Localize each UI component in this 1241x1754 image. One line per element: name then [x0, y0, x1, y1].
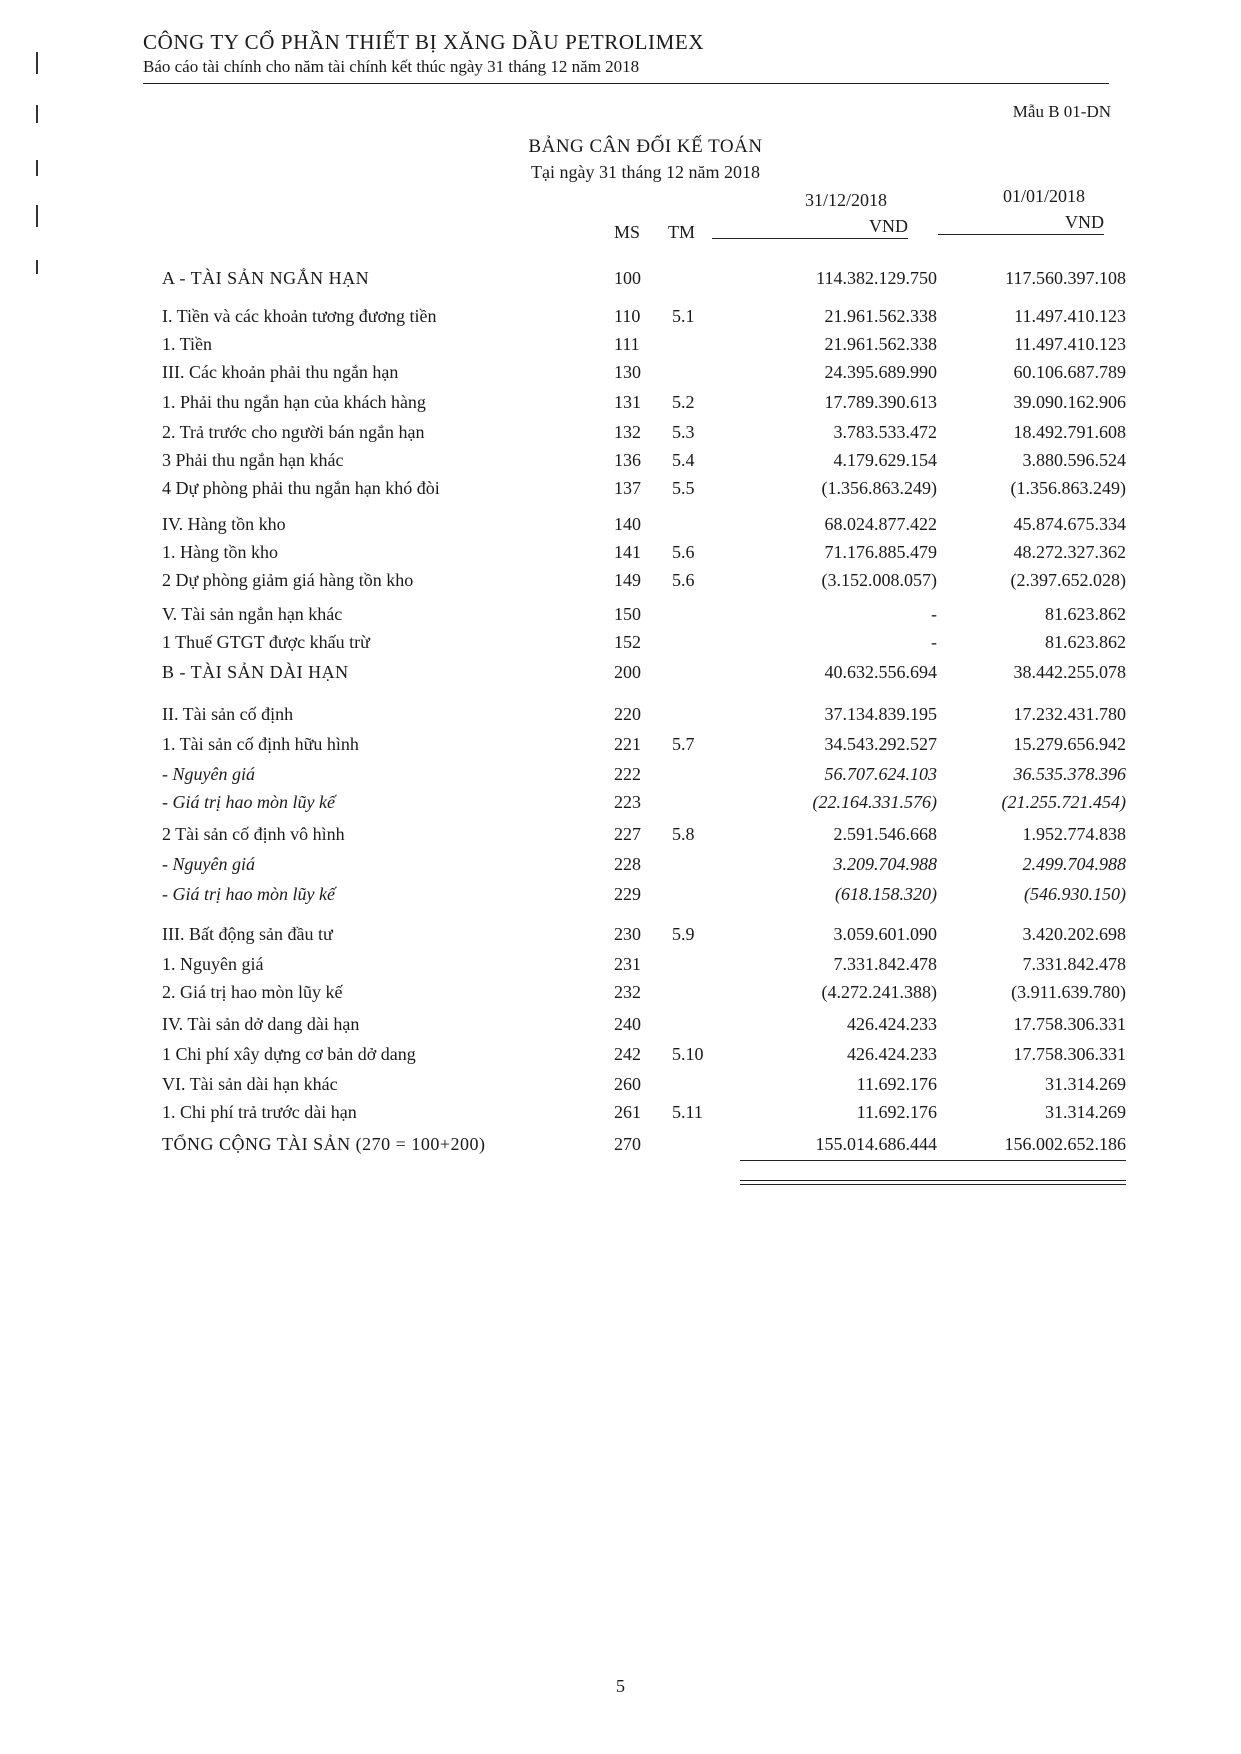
column-header-note: TM: [668, 222, 695, 242]
row-code: 229: [614, 884, 641, 904]
row-code: 136: [614, 450, 641, 470]
row-value-prior: 36.535.378.396: [1013, 764, 1126, 784]
document-title: BẢNG CÂN ĐỐI KẾ TOÁN: [528, 136, 763, 157]
row-note: 5.1: [672, 306, 695, 326]
row-value-prior: 31.314.269: [1045, 1074, 1126, 1094]
table-row: [0, 334, 1241, 362]
row-code: 137: [614, 478, 641, 498]
row-value-prior: 2.499.704.988: [1022, 854, 1126, 874]
table-row: [0, 824, 1241, 852]
row-label: IV. Tài sản dở dang dài hạn: [162, 1014, 360, 1034]
row-label: 1. Tiền: [162, 334, 213, 354]
row-label: 1. Hàng tồn kho: [162, 542, 278, 562]
row-code: 260: [614, 1074, 641, 1094]
row-label: B - TÀI SẢN DÀI HẠN: [162, 662, 349, 682]
table-row: [0, 854, 1241, 882]
row-code: 140: [614, 514, 641, 534]
row-value-current: (22.164.331.576): [812, 792, 937, 812]
row-value-current: 21.961.562.338: [824, 306, 937, 326]
row-code: 270: [614, 1134, 641, 1154]
row-value-current: 11.692.176: [856, 1102, 937, 1122]
row-value-prior: (1.356.863.249): [1010, 478, 1126, 498]
table-row: [0, 1014, 1241, 1042]
row-value-prior: 17.232.431.780: [1013, 704, 1126, 724]
row-code: 141: [614, 542, 641, 562]
table-row: [0, 478, 1241, 506]
table-row: [0, 1074, 1241, 1102]
row-label: 2 Dự phòng giảm giá hàng tồn kho: [162, 570, 414, 590]
row-note: 5.11: [672, 1102, 703, 1122]
form-code: Mẫu B 01-DN: [1012, 102, 1111, 121]
row-label: 2 Tài sản cố định vô hình: [162, 824, 345, 844]
table-row: [0, 982, 1241, 1010]
row-label: - Giá trị hao mòn lũy kế: [162, 792, 335, 812]
row-note: 5.7: [672, 734, 695, 754]
document-date: Tại ngày 31 tháng 12 năm 2018: [531, 162, 760, 182]
row-value-prior: (2.397.652.028): [1010, 570, 1126, 590]
row-value-current: 2.591.546.668: [833, 824, 937, 844]
row-note: 5.10: [672, 1044, 704, 1064]
row-code: 150: [614, 604, 641, 624]
row-label: 4 Dự phòng phải thu ngắn hạn khó đòi: [162, 478, 440, 498]
row-value-prior: 48.272.327.362: [1013, 542, 1126, 562]
table-row: [0, 268, 1241, 296]
row-code: 130: [614, 362, 641, 382]
table-row: [0, 884, 1241, 912]
table-row: [0, 306, 1241, 334]
row-value-prior: 39.090.162.906: [1013, 392, 1126, 412]
row-note: 5.8: [672, 824, 695, 844]
row-value-prior: (3.911.639.780): [1011, 982, 1126, 1002]
row-label: TỔNG CỘNG TÀI SẢN (270 = 100+200): [162, 1134, 486, 1154]
column-header-current-unit: VND: [712, 216, 908, 239]
table-row: [0, 954, 1241, 982]
column-header-code: MS: [614, 222, 641, 242]
row-label: - Nguyên giá: [162, 764, 255, 784]
row-value-prior: 11.497.410.123: [1014, 334, 1126, 354]
row-value-current: (618.158.320): [835, 884, 937, 904]
row-value-prior: 38.442.255.078: [1013, 662, 1126, 682]
row-value-current: 426.424.233: [847, 1014, 937, 1034]
row-label: 1. Tài sản cố định hữu hình: [162, 734, 359, 754]
row-label: - Giá trị hao mòn lũy kế: [162, 884, 335, 904]
row-value-current: 71.176.885.479: [824, 542, 937, 562]
row-code: 242: [614, 1044, 641, 1064]
row-code: 200: [614, 662, 641, 682]
row-code: 110: [614, 306, 641, 326]
row-value-current: -: [931, 632, 937, 652]
row-code: 100: [614, 268, 641, 288]
binding-mark: [36, 105, 38, 123]
header-divider: [143, 83, 1109, 84]
row-code: 230: [614, 924, 641, 944]
row-code: 131: [614, 392, 641, 412]
table-row: [0, 924, 1241, 952]
row-label: VI. Tài sản dài hạn khác: [162, 1074, 338, 1094]
table-row: [0, 764, 1241, 792]
row-value-prior: 156.002.652.186: [1004, 1134, 1126, 1154]
row-value-prior: 60.106.687.789: [1013, 362, 1126, 382]
row-label: A - TÀI SẢN NGẮN HẠN: [162, 268, 370, 288]
row-label: 1. Nguyên giá: [162, 954, 264, 974]
row-value-prior: 81.623.862: [1045, 604, 1126, 624]
table-row: [0, 1102, 1241, 1130]
total-rule-top: [740, 1160, 1126, 1161]
row-value-current: 56.707.624.103: [824, 764, 937, 784]
row-value-current: 21.961.562.338: [824, 334, 937, 354]
row-label: IV. Hàng tồn kho: [162, 514, 286, 534]
row-value-current: 17.789.390.613: [824, 392, 937, 412]
row-value-prior: 11.497.410.123: [1014, 306, 1126, 326]
page-number: 5: [616, 1676, 625, 1696]
row-value-current: 11.692.176: [856, 1074, 937, 1094]
row-code: 220: [614, 704, 641, 724]
row-value-current: 155.014.686.444: [815, 1134, 937, 1154]
row-value-current: 7.331.842.478: [833, 954, 937, 974]
row-value-prior: 45.874.675.334: [1013, 514, 1126, 534]
row-code: 152: [614, 632, 641, 652]
row-label: 2. Trả trước cho người bán ngắn hạn: [162, 422, 425, 442]
table-row: [0, 570, 1241, 598]
row-value-current: 3.059.601.090: [833, 924, 937, 944]
table-row: [0, 450, 1241, 478]
row-value-current: 114.382.129.750: [816, 268, 937, 288]
row-value-prior: 3.880.596.524: [1022, 450, 1126, 470]
binding-mark: [36, 52, 38, 74]
row-value-current: 68.024.877.422: [824, 514, 937, 534]
binding-mark: [36, 205, 38, 227]
row-label: - Nguyên giá: [162, 854, 255, 874]
row-value-current: (3.152.008.057): [821, 570, 937, 590]
row-code: 111: [614, 334, 640, 354]
total-rule-bottom: [740, 1180, 1126, 1181]
table-row: [0, 792, 1241, 820]
row-note: 5.4: [672, 450, 695, 470]
row-value-current: 37.134.839.195: [824, 704, 937, 724]
row-code: 228: [614, 854, 641, 874]
row-code: 222: [614, 764, 641, 784]
row-code: 231: [614, 954, 641, 974]
row-note: 5.5: [672, 478, 695, 498]
row-value-current: 34.543.292.527: [824, 734, 937, 754]
row-code: 149: [614, 570, 641, 590]
row-note: 5.9: [672, 924, 695, 944]
row-value-current: 4.179.629.154: [833, 450, 937, 470]
row-value-current: 3.783.533.472: [833, 422, 937, 442]
row-label: III. Bất động sản đầu tư: [162, 924, 333, 944]
row-label: 2. Giá trị hao mòn lũy kế: [162, 982, 343, 1002]
row-label: I. Tiền và các khoản tương đương tiền: [162, 306, 437, 326]
row-label: 3 Phải thu ngắn hạn khác: [162, 450, 344, 470]
row-value-prior: 81.623.862: [1045, 632, 1126, 652]
column-header-prior-unit: VND: [938, 212, 1104, 235]
report-subtitle: Báo cáo tài chính cho năm tài chính kết thúc ngày 31 tháng 12 năm 2018: [143, 57, 640, 76]
row-label: 1 Thuế GTGT được khấu trừ: [162, 632, 370, 652]
row-value-current: -: [931, 604, 937, 624]
table-row: [0, 704, 1241, 732]
row-value-prior: (21.255.721.454): [1001, 792, 1126, 812]
row-value-prior: 3.420.202.698: [1022, 924, 1126, 944]
total-rule-bottom-double: [740, 1184, 1126, 1185]
row-label: V. Tài sản ngắn hạn khác: [162, 604, 343, 624]
row-value-prior: 18.492.791.608: [1013, 422, 1126, 442]
table-row: [0, 542, 1241, 570]
row-code: 132: [614, 422, 641, 442]
row-value-prior: 31.314.269: [1045, 1102, 1126, 1122]
row-code: 232: [614, 982, 641, 1002]
row-code: 227: [614, 824, 641, 844]
row-value-current: 24.395.689.990: [824, 362, 937, 382]
row-label: 1 Chi phí xây dựng cơ bản dở dang: [162, 1044, 416, 1064]
table-row: [0, 362, 1241, 390]
row-value-prior: 7.331.842.478: [1022, 954, 1126, 974]
row-value-prior: 17.758.306.331: [1013, 1014, 1126, 1034]
row-value-prior: (546.930.150): [1024, 884, 1126, 904]
company-name: CÔNG TY CỔ PHẦN THIẾT BỊ XĂNG DẦU PETROLIMEX: [143, 30, 705, 54]
row-value-prior: 1.952.774.838: [1022, 824, 1126, 844]
row-label: III. Các khoản phải thu ngắn hạn: [162, 362, 399, 382]
table-row: [0, 604, 1241, 632]
row-code: 240: [614, 1014, 641, 1034]
row-label: 1. Phải thu ngắn hạn của khách hàng: [162, 392, 426, 412]
column-header-current-date: 31/12/2018: [805, 190, 888, 210]
row-code: 221: [614, 734, 641, 754]
row-value-current: 3.209.704.988: [833, 854, 937, 874]
table-row: [0, 662, 1241, 690]
row-code: 261: [614, 1102, 641, 1122]
table-row: [0, 1134, 1241, 1162]
row-code: 223: [614, 792, 641, 812]
table-row: [0, 392, 1241, 420]
row-value-prior: 17.758.306.331: [1013, 1044, 1126, 1064]
table-row: [0, 514, 1241, 542]
row-note: 5.2: [672, 392, 695, 412]
table-row: [0, 734, 1241, 762]
row-label: 1. Chi phí trả trước dài hạn: [162, 1102, 357, 1122]
row-value-prior: 117.560.397.108: [1005, 268, 1126, 288]
row-value-prior: 15.279.656.942: [1013, 734, 1126, 754]
row-value-current: 40.632.556.694: [824, 662, 937, 682]
row-value-current: 426.424.233: [847, 1044, 937, 1064]
row-value-current: (1.356.863.249): [821, 478, 937, 498]
row-label: II. Tài sản cố định: [162, 704, 294, 724]
table-row: [0, 1044, 1241, 1072]
row-note: 5.6: [672, 542, 695, 562]
row-note: 5.6: [672, 570, 695, 590]
row-value-current: (4.272.241.388): [821, 982, 937, 1002]
table-row: [0, 422, 1241, 450]
table-row: [0, 632, 1241, 660]
row-note: 5.3: [672, 422, 695, 442]
column-header-prior-date: 01/01/2018: [1003, 186, 1086, 206]
